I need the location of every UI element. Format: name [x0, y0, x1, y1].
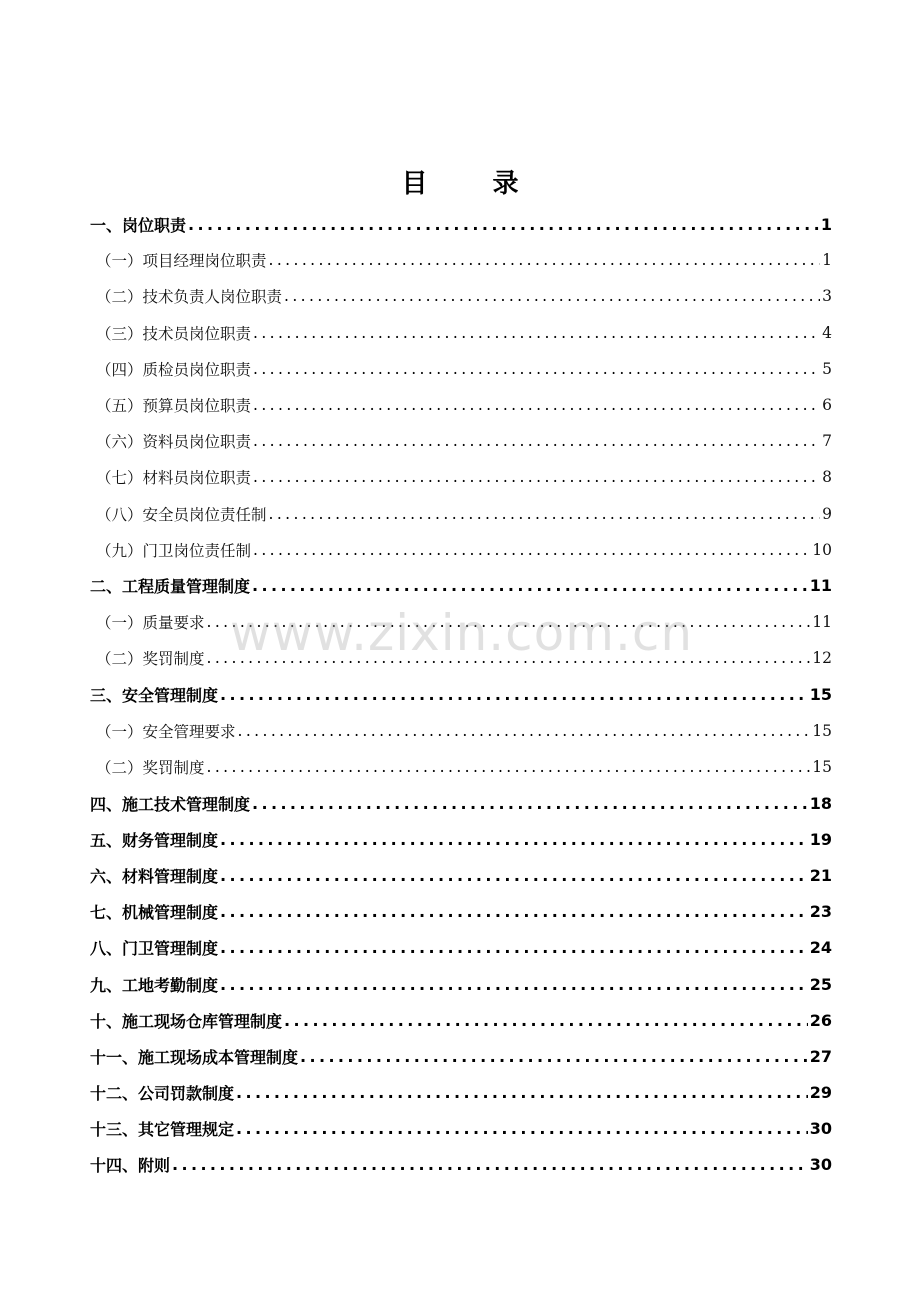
toc-subsection-entry[interactable] [90, 242, 832, 278]
toc-entry-label: （三）技术员岗位职责 [96, 324, 252, 343]
toc-page-number: 15 [809, 685, 832, 705]
toc-page-number: 5 [822, 359, 832, 378]
toc-entry-label: （一）项目经理岗位职责 [96, 252, 267, 271]
toc-subsection-entry[interactable] [90, 604, 832, 640]
dot-leader [253, 432, 820, 450]
toc-entry-label: （四）质检员岗位职责 [96, 360, 252, 379]
toc-page-number: 8 [822, 468, 832, 487]
toc-entry-label: 十一、施工现场成本管理制度 [90, 1047, 299, 1067]
dot-leader [253, 468, 820, 486]
toc-page-number: 30 [809, 1119, 832, 1139]
dot-leader [284, 1011, 808, 1030]
toc-subsection-entry[interactable] [90, 532, 832, 568]
toc-entry-label: 十三、其它管理规定 [90, 1120, 235, 1140]
toc-entry-label: 五、财务管理制度 [90, 830, 219, 850]
toc-entry-label: （二）奖罚制度 [96, 758, 205, 777]
toc-page-number: 23 [809, 902, 832, 922]
toc-subsection-entry[interactable] [90, 315, 832, 351]
toc-section-entry[interactable] [90, 1147, 832, 1183]
dot-leader [253, 360, 820, 378]
page-title: 目 录 [401, 169, 547, 199]
toc-entry-label: （七）材料员岗位职责 [96, 469, 252, 488]
toc-page-number: 12 [812, 649, 832, 668]
dot-leader [236, 1083, 808, 1102]
dot-leader [172, 1155, 808, 1174]
toc-section-entry[interactable] [90, 966, 832, 1002]
dot-leader [252, 576, 808, 595]
toc-entry-label: 七、机械管理制度 [90, 903, 219, 923]
toc-subsection-entry[interactable] [90, 423, 832, 459]
toc-section-entry[interactable] [90, 1002, 832, 1038]
dot-leader [269, 251, 821, 269]
toc-section-entry[interactable] [90, 857, 832, 893]
toc-page-number: 27 [809, 1046, 832, 1066]
toc-entry-label: 三、安全管理制度 [90, 686, 219, 706]
toc-subsection-entry[interactable] [90, 278, 832, 314]
dot-leader [238, 722, 811, 740]
toc-subsection-entry[interactable] [90, 387, 832, 423]
toc-page-number: 1 [820, 214, 832, 234]
dot-leader [220, 975, 808, 994]
dot-leader [220, 938, 808, 957]
dot-leader [207, 649, 811, 667]
dot-leader [300, 1047, 808, 1066]
toc-entry-label: （一）安全管理要求 [96, 722, 236, 741]
dot-leader [220, 866, 808, 885]
toc-subsection-entry[interactable] [90, 351, 832, 387]
toc-entry-label: （二）技术负责人岗位职责 [96, 288, 283, 307]
toc-entry-label: （九）门卫岗位责任制 [96, 541, 252, 560]
toc-subsection-entry[interactable] [90, 713, 832, 749]
toc-section-entry[interactable] [90, 206, 832, 242]
toc-page-number: 11 [809, 576, 832, 596]
toc-entry-label: 二、工程质量管理制度 [90, 577, 251, 597]
toc-entry-label: （一）质量要求 [96, 614, 205, 633]
toc-section-entry[interactable] [90, 1038, 832, 1074]
toc-page-number: 26 [809, 1010, 832, 1030]
dot-leader [207, 613, 811, 631]
dot-leader [236, 1119, 808, 1138]
toc-subsection-entry[interactable] [90, 749, 832, 785]
dot-leader [207, 758, 811, 776]
toc-entry-label: （八）安全员岗位责任制 [96, 505, 267, 524]
toc-entry-label: 九、工地考勤制度 [90, 975, 219, 995]
toc-page-number: 24 [809, 938, 832, 958]
toc-entry-label: 十二、公司罚款制度 [90, 1084, 235, 1104]
toc-section-entry[interactable] [90, 1111, 832, 1147]
toc-page-number: 9 [822, 504, 832, 523]
dot-leader [284, 287, 820, 305]
toc-page-number: 10 [812, 540, 832, 559]
toc-page-number: 19 [809, 829, 832, 849]
toc-entry-label: 一、岗位职责 [90, 215, 187, 235]
dot-leader [269, 505, 821, 523]
toc-page-number: 15 [812, 721, 832, 740]
dot-leader [220, 902, 808, 921]
dot-leader [253, 541, 810, 559]
toc-entry-label: （二）奖罚制度 [96, 650, 205, 669]
toc-section-entry[interactable] [90, 676, 832, 712]
dot-leader [220, 685, 808, 704]
toc-entry-label: （六）资料员岗位职责 [96, 433, 252, 452]
toc-page-number: 30 [809, 1155, 832, 1175]
toc-page-number: 3 [822, 287, 832, 306]
dot-leader [188, 215, 819, 234]
dot-leader [253, 324, 820, 342]
toc-page-number: 7 [822, 432, 832, 451]
dot-leader [220, 830, 808, 849]
toc-page-number: 6 [822, 396, 832, 415]
toc-page-number: 25 [809, 974, 832, 994]
toc-entry-label: 四、施工技术管理制度 [90, 794, 251, 814]
watermark: www.zixin.com.cn [230, 604, 694, 662]
toc-page-number: 29 [809, 1083, 832, 1103]
toc-section-entry[interactable] [90, 821, 832, 857]
toc-subsection-entry[interactable] [90, 459, 832, 495]
toc-page-number: 21 [809, 865, 832, 885]
dot-leader [252, 794, 808, 813]
toc-page-number: 11 [812, 613, 832, 632]
toc-entry-label: 六、材料管理制度 [90, 866, 219, 886]
toc-entry-label: 十、施工现场仓库管理制度 [90, 1011, 283, 1031]
toc-subsection-entry[interactable] [90, 640, 832, 676]
toc-entry-label: 八、门卫管理制度 [90, 939, 219, 959]
dot-leader [253, 396, 820, 414]
toc-section-entry[interactable] [90, 1075, 832, 1111]
toc-page-number: 15 [812, 757, 832, 776]
toc-entry-label: （五）预算员岗位职责 [96, 397, 252, 416]
toc-page-number: 4 [822, 323, 832, 342]
toc-section-entry[interactable] [90, 785, 832, 821]
toc-page-number: 18 [809, 793, 832, 813]
toc-section-entry[interactable] [90, 894, 832, 930]
toc-subsection-entry[interactable] [90, 496, 832, 532]
toc-entry-label: 十四、附则 [90, 1156, 171, 1176]
toc-page-number: 1 [822, 251, 832, 270]
table-of-contents [90, 206, 832, 1183]
toc-section-entry[interactable] [90, 930, 832, 966]
toc-section-entry[interactable] [90, 568, 832, 604]
